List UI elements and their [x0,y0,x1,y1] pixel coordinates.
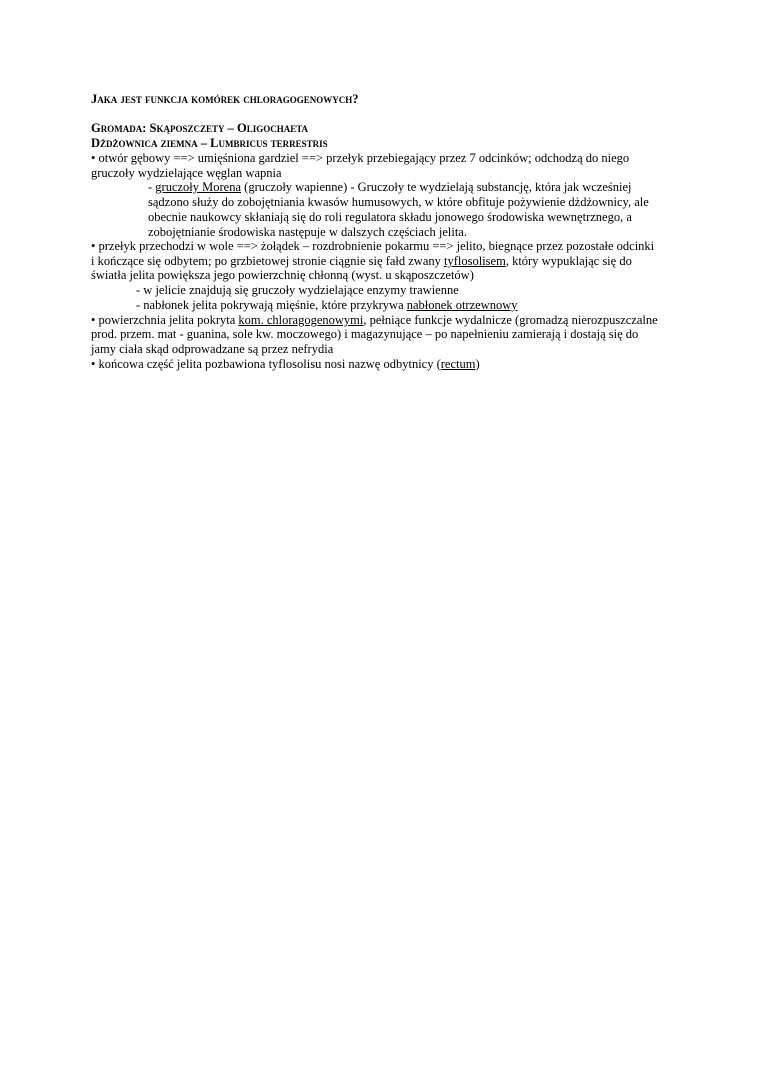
subpoint-2: - w jelicie znajdują się gruczoły wydzielające enzymy trawienne [136,283,459,297]
paragraph-2-line-1: • przełyk przechodzi w wole ==> żołądek – rozdrobnienie pokarmu ==> jelito, biegnące przez pozostałe odcinki [91,239,655,253]
paragraph-3-line-2: prod. przem. mat - guanina, sole kw. moczowego) i magazynujące – po napełnieniu zamierają i dostają się do [91,327,639,341]
paragraph-3-line-3: jamy ciała skąd odprowadzane są przez nefrydia [91,342,334,356]
paragraph-1-line-2: gruczoły wydzielające węglan wapnia [91,166,282,180]
paragraph-3-line-1-a: • powierzchnia jelita pokryta [91,313,239,327]
subpoint-1-prefix: - [148,180,156,194]
term-tyflosolis: tyflosolisem [444,254,506,268]
paragraph-3-line-1 [91,313,658,328]
question-heading: Jaka jest funkcja komórek chloragogenowych? [91,92,359,106]
subpoint-3 [136,298,517,313]
group-heading: Gromada: Skąposzczety – Oligochaeta [91,121,309,135]
paragraph-4-a: • końcowa część jelita pozbawiona tyflosolisu nosi nazwę odbytnicy ( [91,357,441,371]
subpoint-1-line-3: obecnie naukowcy skłaniają się do roli regulatora składu jonowego środowiska wewnętrznego, a [148,210,632,224]
paragraph-2-line-2 [91,254,632,269]
paragraph-1-line-1: • otwór gębowy ==> umięśniona gardziel ==> przełyk przebiegający przez 7 odcinków; odchodzą do niego [91,151,630,165]
paragraph-4 [91,357,480,372]
paragraph-2-line-2-a: i kończące się odbytem; po grzbietowej stronie ciągnie się fałd zwany [91,254,444,268]
term-kom-chloragogenowe: kom. chloragogenowymi [238,313,364,327]
paragraph-4-b: ) [475,357,480,371]
subpoint-1-line-2: sądzono służy do zobojętniania kwasów humusowych, w które obfituje pożywienie dżdżownicy, ale [148,195,649,209]
subpoint-1-line-1 [148,180,632,195]
paragraph-2-line-2-b: , który wypuklając się do [505,254,632,268]
paragraph-3-line-1-b: , pełniące funkcje wydalnicze (gromadzą nierozpuszczalne [363,313,658,327]
subpoint-1-rest: (gruczoły wapienne) - Gruczoły te wydzielają substancję, która jak wcześniej [241,180,632,194]
species-heading: Dżdżownica ziemna – Lumbricus terrestris [91,136,328,150]
subpoint-3-a: - nabłonek jelita pokrywają mięśnie, które przykrywa [136,298,407,312]
term-gruczoly-morena: gruczoły Morena [155,180,242,194]
paragraph-2-line-3: światła jelita powiększa jego powierzchnię chłonną (wyst. u skąposzczetów) [91,268,474,282]
term-nablonek-otrzewnowy: nabłonek otrzewnowy [406,298,518,312]
subpoint-1-line-4: zobojętnianie środowiska następuje w dalszych częściach jelita. [148,225,467,239]
term-rectum: rectum [440,357,476,371]
